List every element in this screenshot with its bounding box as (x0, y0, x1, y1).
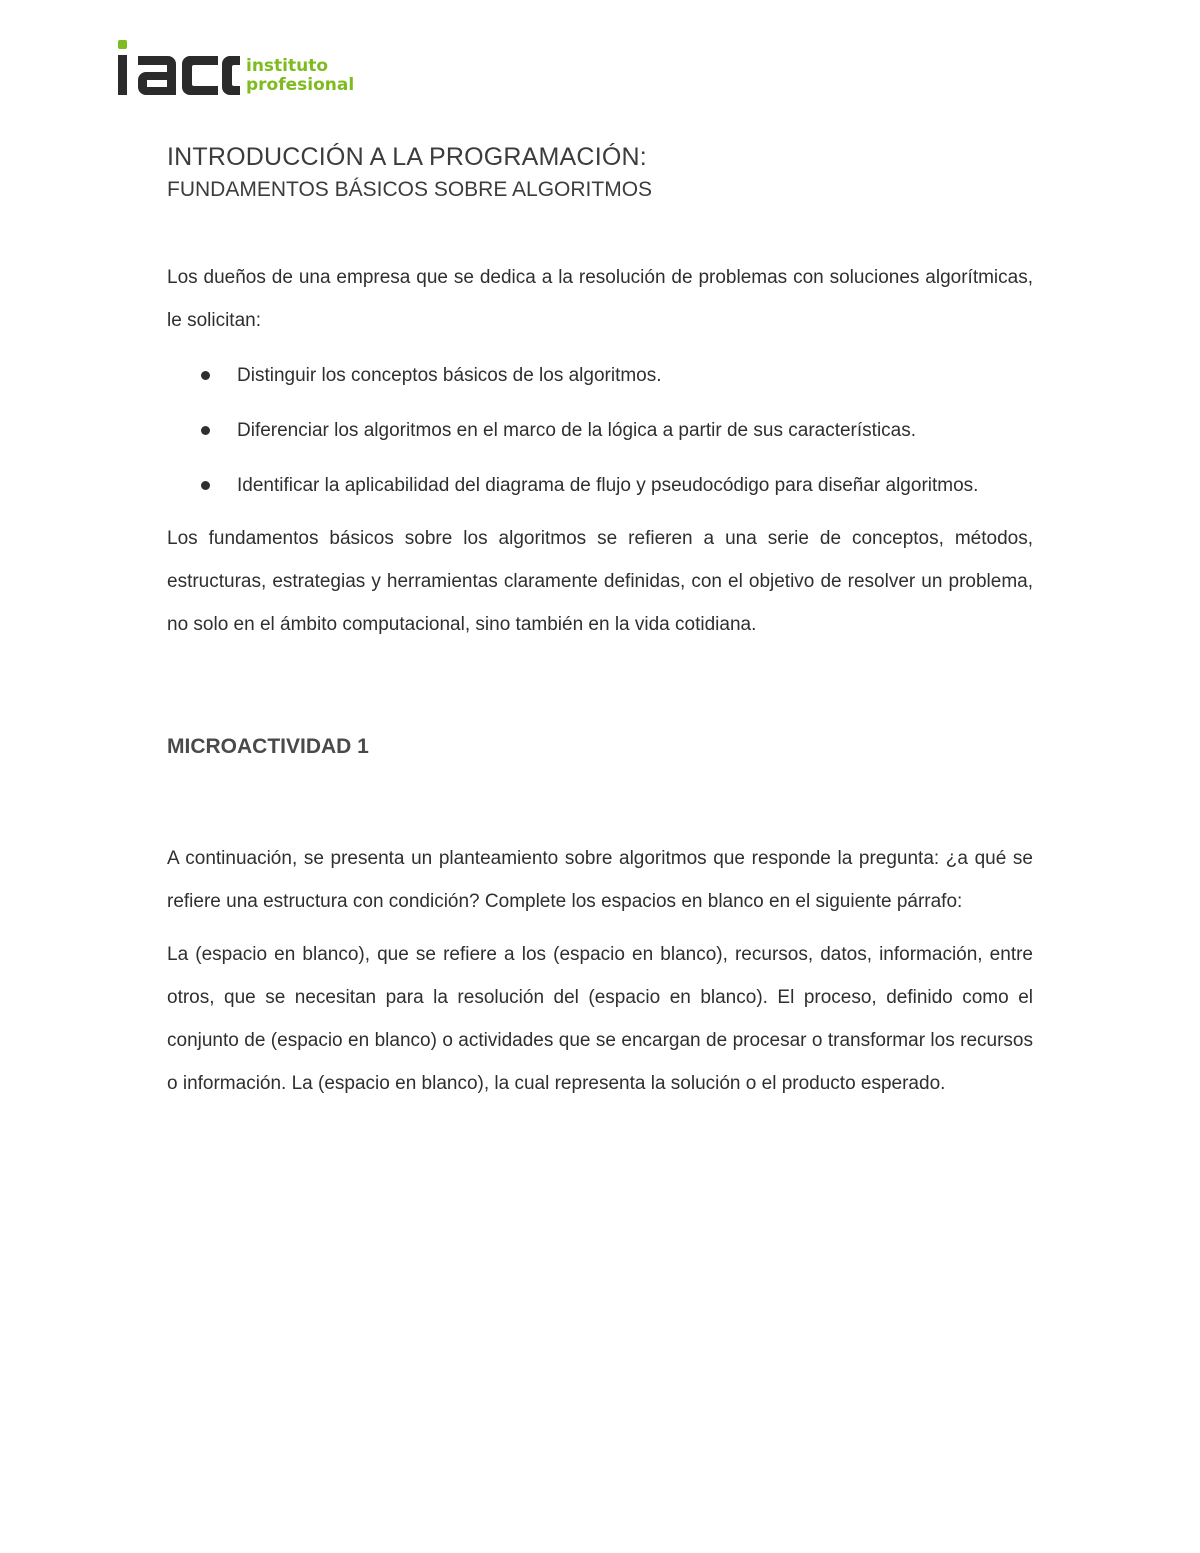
document-title: INTRODUCCIÓN A LA PROGRAMACIÓN: (167, 143, 647, 171)
bullet-icon (201, 426, 210, 435)
iacc-logo (116, 38, 376, 102)
list-item-text: Distinguir los conceptos básicos de los algoritmos. (237, 365, 662, 386)
bullet-icon (201, 371, 210, 380)
document-subtitle: FUNDAMENTOS BÁSICOS SOBRE ALGORITMOS (167, 178, 653, 201)
fill-in-paragraph: La (espacio en blanco), que se refiere a los (espacio en blanco), recursos, datos, información, entre otros, que se necesitan para la resolución del (espacio en blanco). El proceso, definido como el conjunto de (espacio en blanco) o actividades que se encargan de procesar o transformar los recursos o información. La (espacio en blanco), la cual representa la solución o el producto esperado. (167, 944, 1033, 1094)
list-item (167, 464, 1033, 507)
iacc-logo-graphic (116, 38, 376, 102)
bullet-icon (201, 481, 210, 490)
fundamentals-paragraph: Los fundamentos básicos sobre los algoritmos se refieren a una serie de conceptos, métodos, estructuras, estrategias y herramientas claramente definidas, con el objetivo de resolver un problema, no solo en el ámbito computacional, sino también en la vida cotidiana. (167, 528, 1033, 635)
section-title: MICROACTIVIDAD 1 (167, 735, 369, 758)
logo-line1: instituto (246, 56, 329, 76)
document-body (167, 140, 1033, 1105)
intro-paragraph: Los dueños de una empresa que se dedica a la resolución de problemas con soluciones algorítmicas, le solicitan: (167, 267, 1033, 331)
list-item (167, 354, 1033, 397)
list-item-text: Diferenciar los algoritmos en el marco de la lógica a partir de sus características. (237, 420, 917, 441)
logo-line2: profesional (246, 75, 355, 95)
micro-intro-paragraph: A continuación, se presenta un planteamiento sobre algoritmos que responde la pregunta: ¿a qué se refiere una estructura con condición? Complete los espacios en blanco en el siguiente párrafo: (167, 848, 1033, 912)
list-item (167, 409, 1033, 452)
requests-list (167, 354, 1033, 507)
list-item-text: Identificar la aplicabilidad del diagrama de flujo y pseudocódigo para diseñar algoritmos. (237, 475, 979, 496)
